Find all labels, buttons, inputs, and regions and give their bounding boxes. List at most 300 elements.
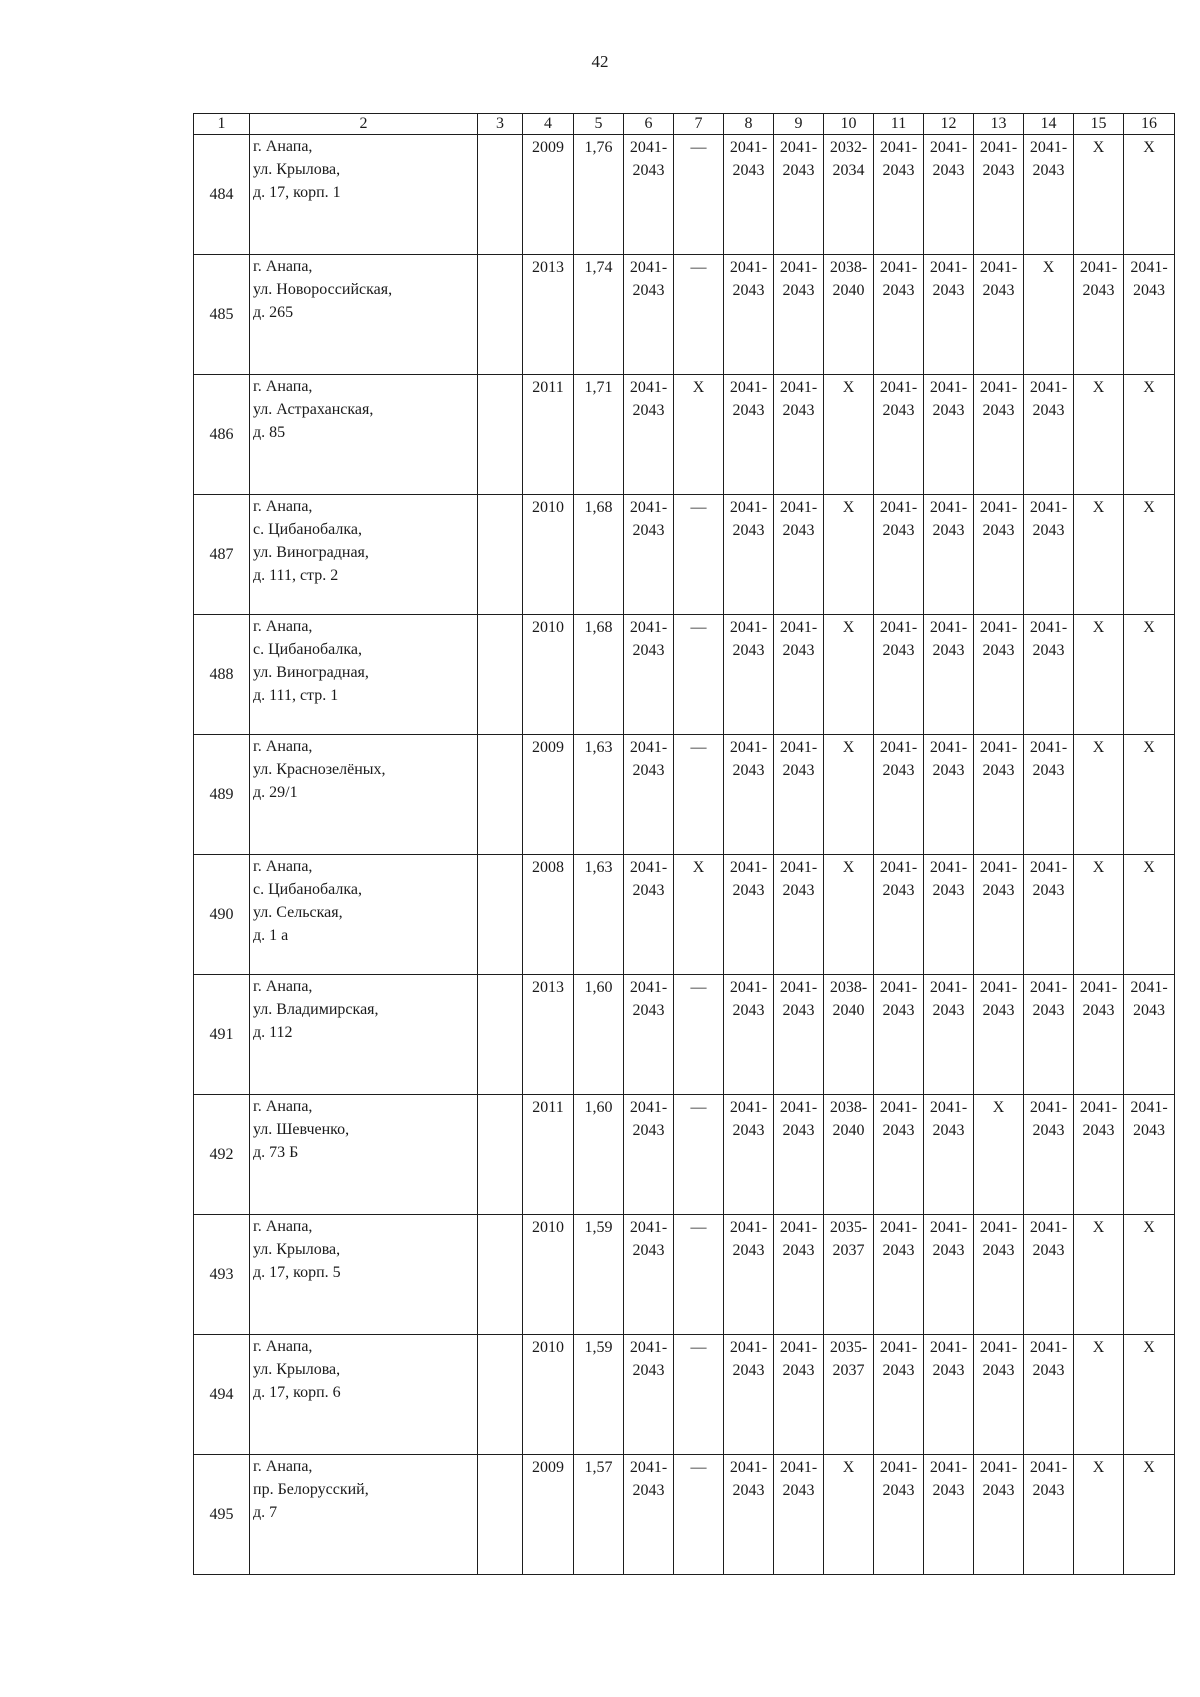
cell-value <box>478 495 522 496</box>
cell-value: 2041- 2043 <box>979 619 1018 659</box>
cell-col-5 <box>574 975 624 1095</box>
cell-value: 2041- 2043 <box>779 499 818 539</box>
cell-col-11 <box>874 135 924 255</box>
table-row <box>194 1095 1175 1215</box>
cell-col-4 <box>523 1335 574 1455</box>
cell-col-8 <box>724 975 774 1095</box>
table-row <box>194 855 1175 975</box>
cell-value: — <box>690 259 707 276</box>
cell-col-11 <box>874 615 924 735</box>
cell-col-15 <box>1074 1335 1124 1455</box>
cell-col-9 <box>774 1095 824 1215</box>
cell-value: — <box>690 1339 707 1356</box>
cell-value: 2041- 2043 <box>979 499 1018 539</box>
cell-col-5 <box>574 1095 624 1215</box>
cell-value: 2041- 2043 <box>629 499 668 539</box>
cell-col-8 <box>724 1095 774 1215</box>
cell-col-9 <box>774 975 824 1095</box>
cell-col-3 <box>478 1335 523 1455</box>
cell-col-8 <box>724 135 774 255</box>
cell-value: X <box>1143 379 1155 396</box>
address-line: г. Анапа, <box>253 1218 313 1235</box>
cell-col-4 <box>523 255 574 375</box>
cell-value: 2041- 2043 <box>979 979 1018 1019</box>
cell-value: X <box>1092 379 1105 396</box>
cell-value <box>478 615 522 616</box>
cell-col-10 <box>824 1095 874 1215</box>
cell-value: 2041- 2043 <box>629 739 668 779</box>
cell-value: X <box>1092 739 1105 756</box>
cell-value: 2041- 2043 <box>779 1099 818 1139</box>
cell-value: 2041- 2043 <box>1029 739 1068 779</box>
column-header-15: 15 <box>1074 114 1124 135</box>
cell-value: X <box>842 859 855 876</box>
cell-col-8 <box>724 1335 774 1455</box>
cell-col-10 <box>824 615 874 735</box>
cell-col-8 <box>724 375 774 495</box>
cell-value: 2041- 2043 <box>629 1339 668 1379</box>
table-row <box>194 495 1175 615</box>
cell-value: 2041- 2043 <box>779 259 818 299</box>
column-header-4: 4 <box>523 114 574 135</box>
cell-col-3 <box>478 375 523 495</box>
cell-col-12 <box>924 615 974 735</box>
address-line: ул. Новороссийская, <box>253 281 393 298</box>
column-header-6: 6 <box>624 114 674 135</box>
cell-col-7 <box>674 1215 724 1335</box>
cell-value: 2041- 2043 <box>1029 139 1068 179</box>
header-row <box>194 114 1175 135</box>
cell-col-9 <box>774 1335 824 1455</box>
cell-col-12 <box>924 735 974 855</box>
cell-col-15 <box>1074 495 1124 615</box>
cell-col-14 <box>1024 135 1074 255</box>
cell-value: 2041- 2043 <box>979 859 1018 899</box>
cell-value: 2041- 2043 <box>729 139 768 179</box>
cell-value: 1,68 <box>584 619 613 636</box>
address-line: ул. Виноградная, <box>253 664 369 681</box>
cell-col-16 <box>1124 735 1175 855</box>
table-row <box>194 1335 1175 1455</box>
cell-col-3 <box>478 255 523 375</box>
address-line: г. Анапа, <box>253 618 313 635</box>
cell-col-6 <box>624 1335 674 1455</box>
cell-col-14 <box>1024 495 1074 615</box>
row-number: 488 <box>194 615 250 735</box>
column-header-14: 14 <box>1024 114 1074 135</box>
cell-col-16 <box>1124 135 1175 255</box>
cell-col-9 <box>774 1215 824 1335</box>
address-line: ул. Шевченко, <box>253 1121 350 1138</box>
cell-value: 2041- 2043 <box>729 1459 768 1499</box>
cell-value: 2041- 2043 <box>879 1219 918 1259</box>
cell-col-3 <box>478 615 523 735</box>
address-line: г. Анапа, <box>253 258 313 275</box>
row-number: 484 <box>194 135 250 255</box>
cell-value: X <box>1143 859 1155 876</box>
cell-col-10 <box>824 1335 874 1455</box>
cell-col-9 <box>774 375 824 495</box>
cell-col-3 <box>478 975 523 1095</box>
cell-col-12 <box>924 975 974 1095</box>
cell-col-13 <box>974 1335 1024 1455</box>
cell-col-15 <box>1074 735 1124 855</box>
address-cell <box>250 495 478 615</box>
cell-col-12 <box>924 255 974 375</box>
cell-col-10 <box>824 495 874 615</box>
cell-value: 2041- 2043 <box>1029 859 1068 899</box>
cell-value: X <box>1092 139 1105 156</box>
cell-value: 2041- 2043 <box>929 379 968 419</box>
address-line: д. 7 <box>253 1504 278 1521</box>
cell-value: 2041- 2043 <box>879 259 918 299</box>
cell-value: 2041- 2043 <box>1130 259 1168 299</box>
cell-value: 1,60 <box>584 979 613 996</box>
cell-col-10 <box>824 255 874 375</box>
cell-value: 2041- 2043 <box>879 859 918 899</box>
cell-value: 2041- 2043 <box>779 379 818 419</box>
cell-col-4 <box>523 495 574 615</box>
address-line: ул. Владимирская, <box>253 1001 379 1018</box>
cell-col-9 <box>774 615 824 735</box>
cell-value: 2041- 2043 <box>1130 979 1168 1019</box>
cell-col-4 <box>523 135 574 255</box>
cell-col-13 <box>974 735 1024 855</box>
cell-col-10 <box>824 735 874 855</box>
address-line: г. Анапа, <box>253 138 313 155</box>
cell-value <box>478 1455 522 1456</box>
cell-value: 2041- 2043 <box>729 259 768 299</box>
cell-col-3 <box>478 1455 523 1575</box>
cell-col-12 <box>924 1455 974 1575</box>
cell-value: 2041- 2043 <box>929 499 968 539</box>
cell-value: 2008 <box>532 859 564 876</box>
cell-col-12 <box>924 1335 974 1455</box>
cell-col-7 <box>674 495 724 615</box>
cell-col-13 <box>974 135 1024 255</box>
column-header-7: 7 <box>674 114 724 135</box>
table-row <box>194 1455 1175 1575</box>
cell-col-14 <box>1024 615 1074 735</box>
cell-col-6 <box>624 1455 674 1575</box>
cell-value <box>478 855 522 856</box>
cell-col-10 <box>824 375 874 495</box>
address-cell <box>250 375 478 495</box>
address-cell <box>250 1095 478 1215</box>
cell-value: 2041- 2043 <box>879 1339 918 1379</box>
cell-value: X <box>842 1459 855 1476</box>
cell-value: 2010 <box>532 619 564 636</box>
cell-col-12 <box>924 135 974 255</box>
cell-col-3 <box>478 1095 523 1215</box>
cell-value: 2011 <box>532 1099 564 1116</box>
address-line: г. Анапа, <box>253 378 313 395</box>
address-cell <box>250 255 478 375</box>
cell-col-15 <box>1074 375 1124 495</box>
cell-value: 2041- 2043 <box>1029 379 1068 419</box>
table-row <box>194 255 1175 375</box>
cell-value: 2009 <box>532 139 564 156</box>
cell-value: 2041- 2043 <box>729 1339 768 1379</box>
table-body <box>194 114 1175 1575</box>
cell-col-6 <box>624 1095 674 1215</box>
address-line: г. Анапа, <box>253 1098 313 1115</box>
cell-col-8 <box>724 735 774 855</box>
cell-col-8 <box>724 615 774 735</box>
row-number: 485 <box>194 255 250 375</box>
cell-col-14 <box>1024 255 1074 375</box>
address-line: г. Анапа, <box>253 978 313 995</box>
cell-col-7 <box>674 375 724 495</box>
cell-value: 2041- 2043 <box>729 979 768 1019</box>
cell-value: X <box>1092 619 1105 636</box>
address-line: д. 112 <box>253 1024 293 1041</box>
cell-col-13 <box>974 1455 1024 1575</box>
cell-value: X <box>842 739 855 756</box>
cell-value: X <box>1092 499 1105 516</box>
address-line: ул. Виноградная, <box>253 544 369 561</box>
cell-value: X <box>1143 739 1155 756</box>
cell-col-4 <box>523 975 574 1095</box>
cell-value: 2041- 2043 <box>779 619 818 659</box>
cell-value: 2041- 2043 <box>1029 1099 1068 1139</box>
cell-col-11 <box>874 1095 924 1215</box>
cell-value: 2041- 2043 <box>729 1219 768 1259</box>
cell-value: 2041- 2043 <box>929 979 968 1019</box>
address-cell <box>250 975 478 1095</box>
cell-value: 2041- 2043 <box>729 619 768 659</box>
cell-col-6 <box>624 255 674 375</box>
cell-col-6 <box>624 855 674 975</box>
cell-value <box>478 1095 522 1096</box>
cell-value: 2013 <box>532 259 564 276</box>
cell-col-14 <box>1024 375 1074 495</box>
cell-value: X <box>842 619 855 636</box>
cell-value: 2041- 2043 <box>629 259 668 299</box>
cell-value: 2041- 2043 <box>1079 259 1118 299</box>
cell-value: — <box>690 979 707 996</box>
cell-value: 2041- 2043 <box>879 739 918 779</box>
cell-value: 1,68 <box>584 499 613 516</box>
row-number: 490 <box>194 855 250 975</box>
column-header-5: 5 <box>574 114 624 135</box>
cell-value: 2041- 2043 <box>929 739 968 779</box>
address-cell <box>250 855 478 975</box>
address-line: ул. Крылова, <box>253 1241 341 1258</box>
cell-value: 2011 <box>532 379 564 396</box>
cell-col-8 <box>724 255 774 375</box>
cell-col-14 <box>1024 855 1074 975</box>
column-header-1: 1 <box>194 114 250 135</box>
address-line: ул. Сельская, <box>253 904 343 921</box>
cell-col-13 <box>974 855 1024 975</box>
cell-value: 2041- 2043 <box>979 379 1018 419</box>
cell-value: 2041- 2043 <box>629 859 668 899</box>
cell-col-12 <box>924 495 974 615</box>
cell-value: 2010 <box>532 1219 564 1236</box>
cell-value: 2041- 2043 <box>929 1219 968 1259</box>
cell-value: 1,59 <box>584 1219 613 1236</box>
cell-value: X <box>842 499 855 516</box>
cell-col-16 <box>1124 615 1175 735</box>
cell-col-11 <box>874 495 924 615</box>
cell-value: 2041- 2043 <box>879 1099 918 1139</box>
row-number: 494 <box>194 1335 250 1455</box>
cell-value: 2041- 2043 <box>729 499 768 539</box>
cell-col-14 <box>1024 975 1074 1095</box>
column-header-12: 12 <box>924 114 974 135</box>
cell-value: 2038- 2040 <box>829 979 868 1019</box>
cell-col-13 <box>974 375 1024 495</box>
cell-col-6 <box>624 615 674 735</box>
cell-value: 1,71 <box>584 379 613 396</box>
address-line: г. Анапа, <box>253 738 313 755</box>
cell-value <box>478 135 522 136</box>
row-number: 489 <box>194 735 250 855</box>
cell-col-16 <box>1124 495 1175 615</box>
cell-col-5 <box>574 735 624 855</box>
cell-col-12 <box>924 1095 974 1215</box>
row-number: 486 <box>194 375 250 495</box>
cell-col-15 <box>1074 135 1124 255</box>
cell-value: 2041- 2043 <box>779 1339 818 1379</box>
cell-col-16 <box>1124 1095 1175 1215</box>
address-line: ул. Краснозелёных, <box>253 761 386 778</box>
cell-col-7 <box>674 855 724 975</box>
cell-value: X <box>1143 1219 1155 1236</box>
cell-value: 2041- 2043 <box>879 379 918 419</box>
cell-col-11 <box>874 1215 924 1335</box>
cell-value: 1,57 <box>584 1459 613 1476</box>
cell-value: 2041- 2043 <box>879 619 918 659</box>
cell-col-16 <box>1124 1215 1175 1335</box>
row-number: 491 <box>194 975 250 1095</box>
cell-col-4 <box>523 855 574 975</box>
cell-col-15 <box>1074 255 1124 375</box>
address-line: с. Цибанобалка, <box>253 521 363 538</box>
cell-value: 1,74 <box>584 259 613 276</box>
cell-value: 2038- 2040 <box>829 1099 868 1139</box>
cell-col-7 <box>674 255 724 375</box>
cell-col-15 <box>1074 1455 1124 1575</box>
cell-col-15 <box>1074 615 1124 735</box>
cell-col-7 <box>674 135 724 255</box>
address-line: с. Цибанобалка, <box>253 881 363 898</box>
cell-col-14 <box>1024 1335 1074 1455</box>
cell-col-13 <box>974 495 1024 615</box>
cell-value <box>478 1335 522 1336</box>
address-line: г. Анапа, <box>253 1338 313 1355</box>
address-line: ул. Астраханская, <box>253 401 374 418</box>
cell-value: X <box>1092 1339 1105 1356</box>
cell-value: 2041- 2043 <box>879 1459 918 1499</box>
cell-value <box>478 255 522 256</box>
cell-col-9 <box>774 495 824 615</box>
cell-value: X <box>1143 139 1155 156</box>
cell-col-5 <box>574 255 624 375</box>
cell-value: X <box>1143 1339 1155 1356</box>
cell-col-11 <box>874 975 924 1095</box>
cell-value: 1,63 <box>584 739 613 756</box>
cell-value: 2041- 2043 <box>729 379 768 419</box>
column-header-9: 9 <box>774 114 824 135</box>
cell-col-5 <box>574 1215 624 1335</box>
cell-value: 2041- 2043 <box>929 1339 968 1379</box>
cell-col-16 <box>1124 975 1175 1095</box>
address-cell <box>250 1215 478 1335</box>
column-header-16: 16 <box>1124 114 1175 135</box>
cell-value: 2041- 2043 <box>629 139 668 179</box>
table-row <box>194 135 1175 255</box>
cell-col-11 <box>874 855 924 975</box>
cell-col-8 <box>724 855 774 975</box>
address-line: д. 17, корп. 1 <box>253 184 341 201</box>
cell-col-10 <box>824 1215 874 1335</box>
cell-value: 2035- 2037 <box>829 1339 868 1379</box>
cell-col-12 <box>924 1215 974 1335</box>
row-number: 492 <box>194 1095 250 1215</box>
cell-col-7 <box>674 1095 724 1215</box>
cell-col-3 <box>478 1215 523 1335</box>
cell-value: 2041- 2043 <box>629 619 668 659</box>
cell-value: 2041- 2043 <box>779 859 818 899</box>
cell-value: 2041- 2043 <box>629 979 668 1019</box>
cell-value: 2041- 2043 <box>1029 499 1068 539</box>
cell-col-9 <box>774 735 824 855</box>
cell-value: 2041- 2043 <box>1029 619 1068 659</box>
cell-value: 2041- 2043 <box>1029 1459 1068 1499</box>
cell-value: 2041- 2043 <box>779 1459 818 1499</box>
cell-col-5 <box>574 855 624 975</box>
cell-value: 2041- 2043 <box>779 739 818 779</box>
column-header-8: 8 <box>724 114 774 135</box>
cell-col-15 <box>1074 1095 1124 1215</box>
cell-col-13 <box>974 1215 1024 1335</box>
cell-col-16 <box>1124 255 1175 375</box>
address-line: с. Цибанобалка, <box>253 641 363 658</box>
cell-value: X <box>1143 1459 1155 1476</box>
column-header-10: 10 <box>824 114 874 135</box>
cell-value: — <box>690 499 707 516</box>
cell-col-8 <box>724 1215 774 1335</box>
cell-col-16 <box>1124 1335 1175 1455</box>
cell-col-5 <box>574 495 624 615</box>
cell-value: 2032- 2034 <box>829 139 868 179</box>
cell-value: 2041- 2043 <box>729 859 768 899</box>
cell-col-11 <box>874 1455 924 1575</box>
cell-col-3 <box>478 495 523 615</box>
housing-repair-schedule-table <box>193 113 1175 1575</box>
cell-value: 2010 <box>532 1339 564 1356</box>
cell-col-13 <box>974 615 1024 735</box>
address-cell <box>250 1455 478 1575</box>
cell-value: 2041- 2043 <box>629 1459 668 1499</box>
cell-value: X <box>1042 259 1055 276</box>
cell-value: 2010 <box>532 499 564 516</box>
cell-value: 2041- 2043 <box>1029 1219 1068 1259</box>
cell-col-11 <box>874 375 924 495</box>
cell-col-11 <box>874 1335 924 1455</box>
cell-col-16 <box>1124 375 1175 495</box>
cell-col-3 <box>478 135 523 255</box>
cell-value: 2041- 2043 <box>1079 979 1118 1019</box>
cell-value: — <box>690 1219 707 1236</box>
address-line: ул. Крылова, <box>253 161 341 178</box>
cell-value: 2041- 2043 <box>979 739 1018 779</box>
cell-col-6 <box>624 375 674 495</box>
cell-value: — <box>690 1099 707 1116</box>
address-line: д. 17, корп. 6 <box>253 1384 341 1401</box>
